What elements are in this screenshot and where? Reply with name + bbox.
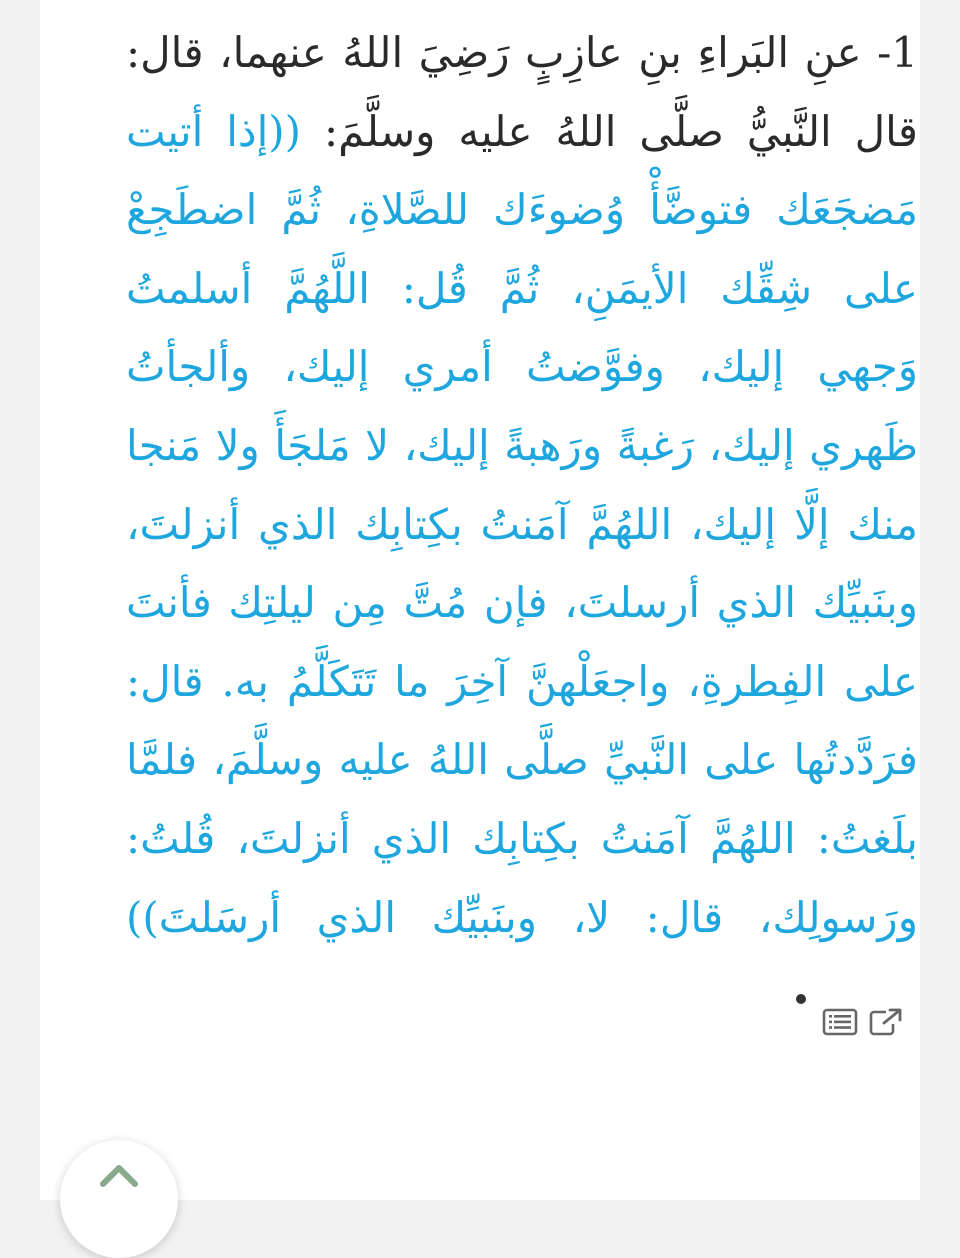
list-icon[interactable] <box>822 984 858 1014</box>
scroll-to-top-button[interactable] <box>60 1140 178 1258</box>
document-page <box>40 0 920 1200</box>
hadith-intro: 1- عنِ البَراءِ بنِ عازِبٍ رَضِيَ اللهُ عنهما، قال: قال النَّبيُّ صلَّى اللهُ عليه وسلَّمَ: <box>126 28 919 156</box>
hadith-text <box>126 14 918 1036</box>
external-link-icon[interactable] <box>868 984 904 1014</box>
hadith-quote-part1: ((إذا أتيت مَضجَعَك فتوضَّأْ وُضوءَك للصَّلاةِ، ثُمَّ اضطَجِعْ على شِقِّك الأيمَنِ، ثُمَّ قُل: اللَّهُمَّ أسلمتُ وَجهي إليك، وفوَّضتُ أمري إليك، وألجأتُ ظَهري إليك، رَغبةً ورَهبةً إليك، لا مَلجَأَ ولا مَنجا منك إلَّا إليك، اللهُمَّ آمَنتُ بكِتابِك الذي أنزلتَ، وبنَبيِّك الذي أرسلتَ، فإن مُتَّ مِن ليلتِك فأنتَ على الفِطرةِ، واجعَلْهنَّ آخِرَ ما تَتَكَلَّمُ به. <box>126 106 918 706</box>
terminal-dot <box>796 994 806 1004</box>
hadith-tools <box>796 984 904 1014</box>
hadith-quote-part2: قال: فرَدَّدتُها على النَّبيِّ صلَّى اللهُ عليه وسلَّمَ، فلمَّا بلَغتُ: اللهُمَّ آمَنتُ بكِتابِك الذي أنزلتَ، قُلتُ: ورَسولِك، قال: لا، وبنَبيِّك الذي أرسَلتَ)) <box>126 656 918 942</box>
